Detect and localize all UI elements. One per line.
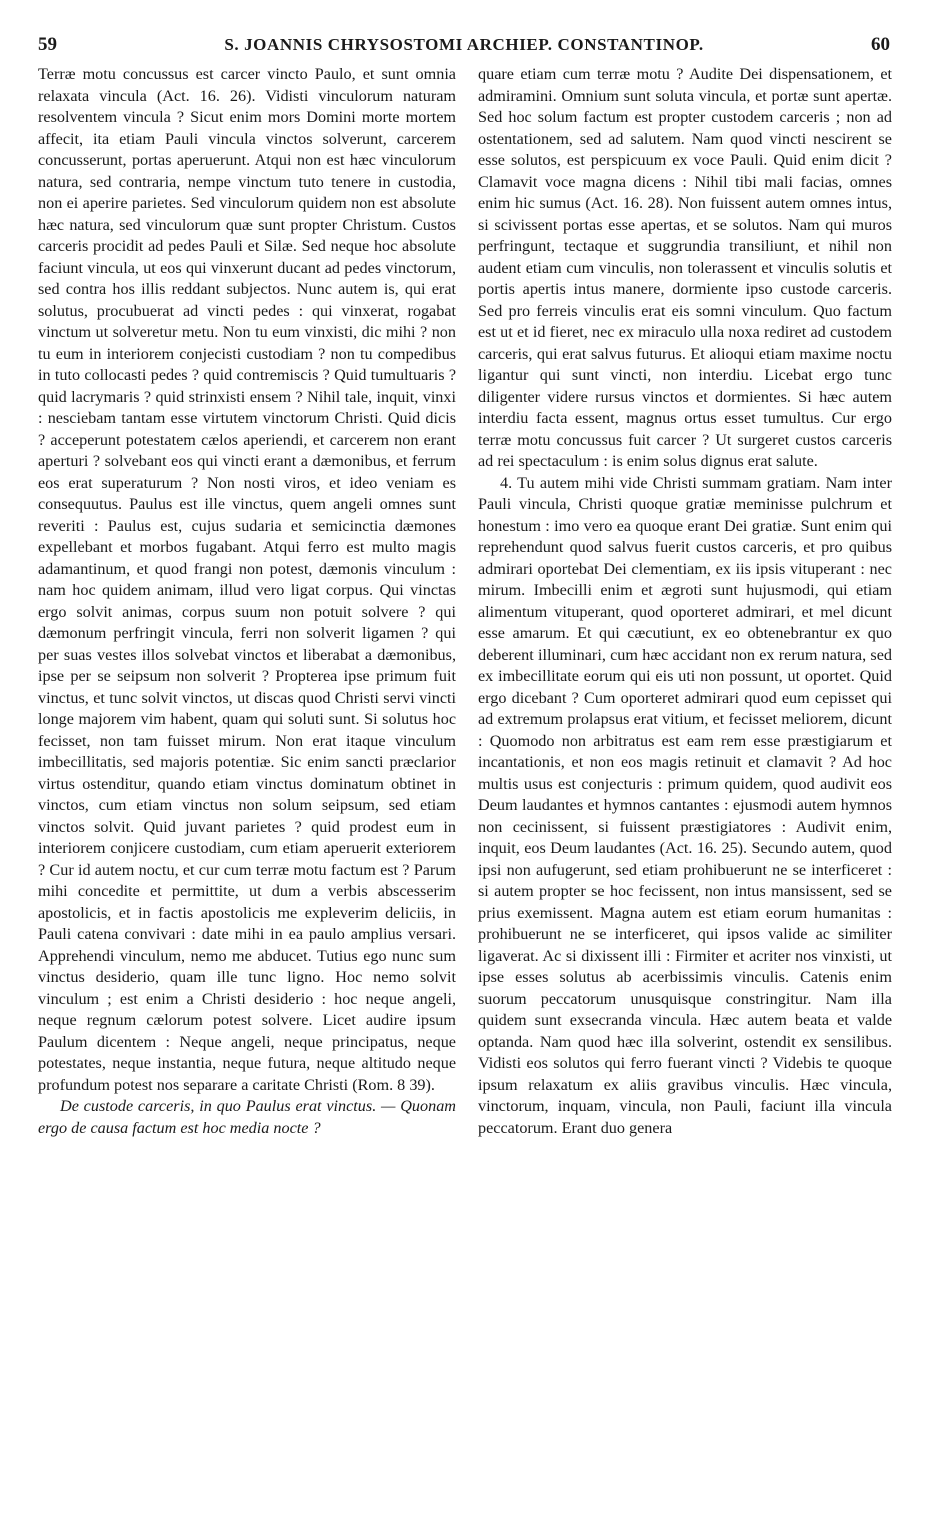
running-header <box>38 34 890 60</box>
right-paragraph-1: quare etiam cum terræ motu ? Audite Dei dispensationem, et admiramini. Omnium sunt soluta vincula, et portæ sunt apertæ. Sed hoc solum factum est propter custodem carceris ; non ad ostentationem, sed ad salutem. Nam quod vincti nescirent se esse solutos, est perspicuum ex voce Pauli. Quid enim dicit ? Clamavit voce magna dicens : Nihil tibi mali facias, omnes enim hic sumus (Act. 16. 28). Non fuissent autem omnes intus, si scivissent portas esse apertas, et se solutos. Nam qui muros perfringunt, tectaque et suggrundia transiliunt, et nihil non audent etiam cum vinculis, non tolerassent et vinculis solutis et portis apertis intus manere, dormiente ipso custode carceris. Sed pro ferreis vinculis erat eis somni vinculum. Quo factum est ut et id fieret, nec ex miraculo ulla noxa rediret ad custodem carceris, qui erat salvus futurus. Et alioqui etiam maxime noctu ligantur qui sunt vincti, non interdiu. Licebat ergo tunc diligenter videre rursus vinctos et dormientes. Si hæc autem interdiu facta essent, magnus ortus esset tumultus. Cur ergo terræ motu concussus fuit carcer ? Ut surgeret custos carceris ad rei spectaculum : is enim solus dignus erat salute. <box>478 65 892 470</box>
right-column <box>478 64 892 1139</box>
running-title: S. JOANNIS CHRYSOSTOMI ARCHIEP. CONSTANTINOP. <box>224 35 704 54</box>
page-number-left: 59 <box>38 34 57 55</box>
left-paragraph-2: De custode carceris, in quo Paulus erat vinctus. — Quonam ergo de causa factum est hoc media nocte ? <box>38 1097 456 1137</box>
right-paragraph-2: 4. Tu autem mihi vide Christi summam gratiam. Nam inter Pauli vincula, Christi quoque gratiæ meminisse pulchrum et honestum : imo vero ea quoque erant Dei gratiæ. Sunt enim qui reprehendunt quod salvus fuerit custos carceris, et pro quibus admirari oportebat Dei clementiam, ex iis ipsis vituperant : nec mirum. Imbecilli enim et ægroti sunt hujusmodi, qui etiam alimentum vituperant, quod oporteret admirari, et mel dicunt esse amarum. Et qui cæcutiunt, ex eo obtenebrantur ex quo deberent illuminari, cum hæc accidant non ex rerum natura, sed ex imbecillitate eorum qui eis uti non possunt, ut oportet. Quid ergo dicebant ? Cum oporteret admirari quod eum cepisset qui ad extremum prolapsus erat vitium, et fecisset meliorem, dicunt : Quomodo non arbitratus est eam rem esse præstigiarum et incantationis, et non eos magis retinuit et clamavit ? Ad hoc multis usus est conjecturis : primum quidem, quod audivit eos Deum laudantes et hymnos cantantes : ejusmodi autem hymnos non cecinissent, si fuissent præstigiatores : Audivit enim, inquit, eos Deum laudantes (Act. 16. 25). Secundo autem, quod ipsi non aufugerunt, sed etiam prohibuerunt ne se interficeret : si autem propter se hoc fecissent, non intus mansissent, sed se prius exemissent. Magna autem est etiam eorum humanitas : prohibuerunt ne se interficeret, qui ipsos valide ac similiter ligaverat. Ac si dixissent illi : Firmiter et acriter nos vinxisti, ut ipse esses solutus ab acerbissimis vinculis. Catenis enim suorum peccatorum unusquisque constringitur. Nam illa quidem sunt exsecranda vincula. Hæc autem beata et valde optanda. Nam quod hæc illa solverint, ostendit ex sensilibus. Vidisti eos solutos qui ferro fuerant vincti ? Videbis te quoque ipsum relaxatum ex aliis gravibus vinculis. Hæc vincula, vinctorum, inquam, vincula, non Pauli, faciunt illa vincula peccatorum. Erant duo genera <box>478 473 892 1137</box>
left-column <box>38 64 456 1139</box>
page-number-right: 60 <box>871 34 890 55</box>
left-paragraph-1: Terræ motu concussus est carcer vincto Paulo, et sunt omnia relaxata vincula (Act. 16. 26). Vidisti vinculorum naturam resolventem vincula ? Sicut enim mors Domini morte mortem affecit, ita etiam Pauli vincula vinctos solverunt, carcerem concusserunt, portas aperuerunt. Atqui non est hæc vinculorum natura, sed contraria, nempe vinctum tuto tenere in custodia, non ei aperire parietes. Sed vinculorum quidem non est absolute hæc natura, sed vinculorum quæ sunt propter Christum. Custos carceris procidit ad pedes Pauli et Silæ. Sed neque hoc absolute faciunt vincula, ut eos qui vinxerunt ducant ad pedes vinctorum, sed contra hos illis reddant subjectos. Nunc autem is, qui erat solutus, procubuerat ad vincti pedes : qui vinxerat, rogabat vinctum ut solveretur metu. Non tu eum vinxisti, dic mihi ? non tu eum in interiorem conjecisti custodiam ? non tu compedibus in tuto collocasti pedes ? quid contremiscis ? Quid tumultuaris ? quid lacrymaris ? quid strinxisti ensem ? Nihil tale, inquit, vinxi : nesciebam tantam esse virtutem vinctorum Christi. Quid dicis ? acceperunt potestatem cælos aperiendi, et carcerem non erant aperturi ? solvebant eos qui vincti erant a dæmonibus, et ferrum eos erat superaturum ? Non nosti viros, et ideo veniam es consequutus. Paulus est ille vinctus, quem angeli omnes sunt reveriti : Paulus est, cujus sudaria et semicinctia dæmones expellebant et morbos fugabant. Atqui ferro est multo magis adamantinum, et quod frangi non potest, dæmonis vinculum : nam hoc quidem animam, illud vero ligat corpus. Qui vinctas ergo solvit animas, corpus suum non potuit solvere ? qui dæmonum perfringit vincula, ferri non solverit ligamen ? qui per suas vestes illos solvebat vinctos et liberabat a dæmonibus, ipse per se seipsum non solverit ? Propterea ipse primum fuit vinctus, et tunc solvit vinctos, ut discas quod Christi servi vincti longe majorem vim habent, quam qui soluti sunt. Si solutus hoc fecisset, non tam fuisset mirum. Non erat itaque vinculum imbecillitatis, sed majoris potentiæ. Sic enim sancti præclarior virtus ostenditur, quando etiam vinctus dominatum obtinet in vinctos, cum etiam vinctus non solum seipsum, sed etiam vinctos solvit. Quid juvant parietes ? quid prodest eum in interiorem conjicere custodiam, cum etiam aperuerit exteriorem ? Cur id autem noctu, et cur cum terræ motu factum est ? Parum mihi concedite et permittite, ut dum a verbis abscesserim apostolicis, et in factis apostolicis me expleverim deliciis, in Pauli catena convivari : date mihi in ea paulo amplius versari. Apprehendi vinculum, nemo me abducet. Tutius ego nunc sum vinctus desiderio, quam ille tunc ligno. Hoc nemo solvit vinculum ; est enim a Christi desiderio : hoc neque angeli, neque regnum cælorum potest solvere. Licet audire ipsum Paulum dicentem : Neque angeli, neque principatus, neque potestates, neque instantia, neque futura, neque altitudo neque profundum potest nos separare a caritate Christi (Rom. 8 39). <box>38 65 456 1094</box>
